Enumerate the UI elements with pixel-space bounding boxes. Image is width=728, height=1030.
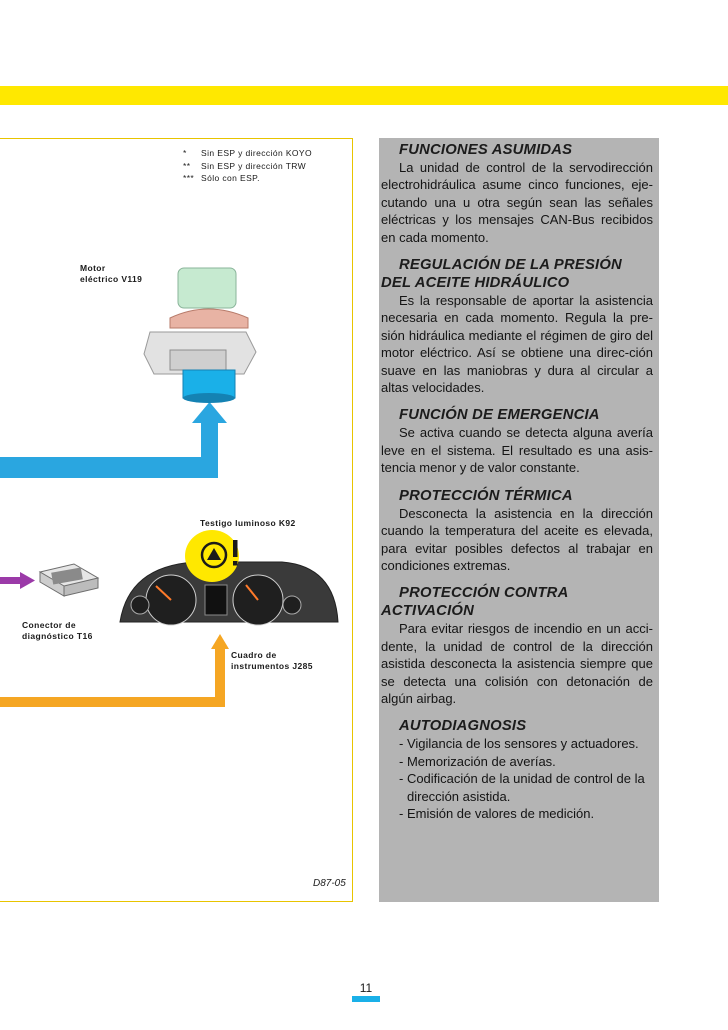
legend-mark: *	[183, 148, 187, 158]
cuadro-label	[231, 650, 313, 672]
section-body: Es la responsable de aportar la asistencia necesaria en cada momento. Regula la pre-sión hidráulica mediante el régimen de giro del motor eléctrico. Así se obtiene una direc-ción suave en las maniobras y dura al circular a altas velocidades.	[381, 293, 653, 396]
section-body: La unidad de control de la servodirección electrohidráulica asume cinco funciones, eje-cutando una u otra según sean las señales eléctricas y los mensajes CAN-Bus recibidos en cada momento.	[381, 160, 653, 245]
orange-arrow	[0, 634, 229, 707]
section-title: FUNCIÓN DE EMERGENCIA	[399, 407, 600, 424]
section-funciones	[381, 141, 653, 246]
section-title: FUNCIONES ASUMIDAS	[399, 142, 573, 158]
section-emergencia	[381, 406, 653, 476]
motor-pump-icon	[144, 268, 256, 403]
section-title: PROTECCIÓN TÉRMICA	[399, 487, 573, 504]
figure-code: D87-05	[313, 878, 346, 889]
section-title: PROTECCIÓN CONTRA ACTIVACIÓN	[381, 585, 568, 620]
legend-mark: ***	[183, 173, 195, 183]
motor-label	[80, 263, 142, 285]
conector-label	[22, 620, 93, 642]
list-item: - Vigilancia de los sensores y actuadores.	[399, 736, 639, 752]
section-body: Se activa cuando se detecta alguna avería leve en el sistema. El resultado es una asis-tencia menor y de valor constante.	[381, 425, 653, 476]
page-number-tab	[352, 996, 380, 1002]
section-activacion	[381, 584, 653, 707]
legend-mark: **	[183, 160, 191, 171]
conector-label-line: Conector de	[22, 620, 76, 630]
section-title: AUTODIAGNOSIS	[399, 718, 527, 735]
section-autodiagnosis	[381, 717, 653, 822]
section-body: Para evitar riesgos de incendio en un acci-dente, la unidad de control de la dirección asistida desconecta la asistencia siempre que se detecta una colisión con detonación de algún airbag.	[381, 621, 653, 706]
text-panel	[381, 141, 653, 832]
legend-text: Sin ESP y dirección TRW	[201, 160, 307, 171]
page-number: 11	[359, 981, 373, 995]
autodiag-list	[381, 735, 653, 822]
cuadro-label-line: instrumentos J285	[231, 661, 313, 671]
diagnostic-connector-icon	[40, 564, 98, 596]
section-body: Desconecta la asistencia en la dirección cuando la temperatura del aceite es elevada, para evitar posibles defectos al trabajar en condiciones extremas.	[381, 505, 653, 573]
section-regulacion	[381, 256, 653, 396]
purple-arrow	[0, 572, 35, 589]
legend-text: Sin ESP y dirección KOYO	[201, 148, 313, 158]
conector-label-line: diagnóstico T16	[22, 631, 93, 641]
list-item: - Codificación de la unidad de control de la dirección asistida.	[399, 771, 645, 804]
legend-text: Sólo con ESP.	[201, 173, 260, 183]
list-item: - Memorización de averías.	[399, 753, 556, 769]
section-termica	[381, 487, 653, 575]
section-title: REGULACIÓN DE LA PRESIÓN DEL ACEITE HIDRÁULICO	[381, 257, 622, 292]
motor-label-line: eléctrico V119	[80, 274, 143, 284]
testigo-label: Testigo luminoso K92	[200, 518, 296, 528]
motor-label-line: Motor	[80, 263, 106, 273]
blue-arrow	[0, 402, 227, 478]
warning-lamp-icon	[185, 530, 239, 582]
cuadro-label-line: Cuadro de	[231, 650, 277, 660]
list-item: - Emisión de valores de medición.	[399, 805, 595, 821]
